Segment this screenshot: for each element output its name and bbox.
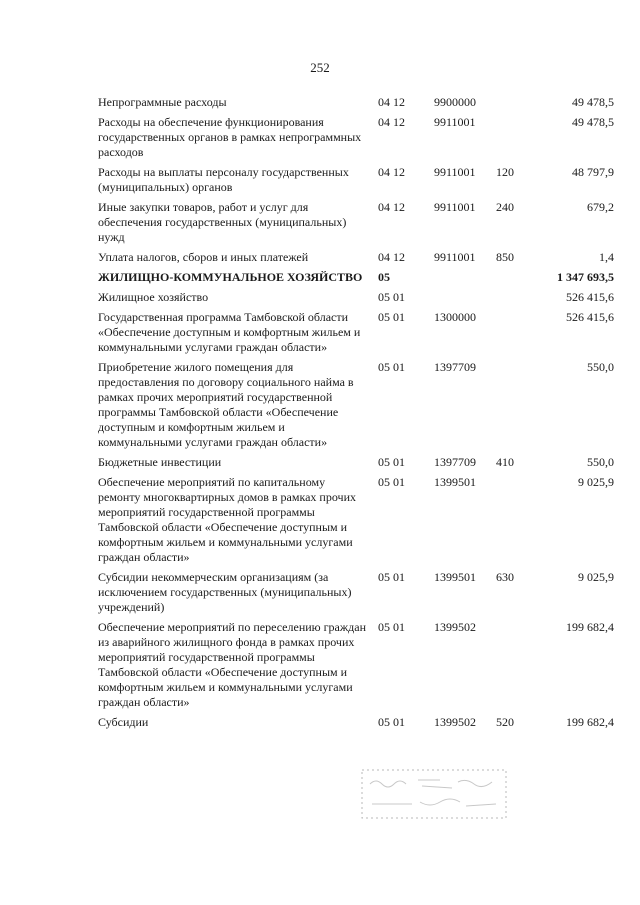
row-section: 05 01 [378, 475, 405, 489]
row-item: 9900000 [434, 95, 476, 109]
row-section: 05 01 [378, 360, 405, 374]
row-section: 04 12 [378, 165, 405, 179]
budget-row [98, 310, 614, 360]
row-item: 1399502 [434, 715, 476, 729]
budget-row [98, 250, 614, 270]
row-sum: 526 415,6 [566, 290, 614, 304]
row-sum: 526 415,6 [566, 310, 614, 324]
budget-table [98, 95, 614, 735]
budget-row [98, 115, 614, 165]
row-section: 04 12 [378, 95, 405, 109]
row-sum: 550,0 [587, 360, 614, 374]
row-section: 04 12 [378, 115, 405, 129]
row-item [434, 290, 496, 310]
row-kind [496, 475, 526, 570]
row-name: Приобретение жилого помещения для предоставления по договору социального найма в рамках прочих мероприятий государственной программы Тамбовской области «Обеспечение доступным и комфортным жильем и коммунальными услугами граждан области» [98, 360, 354, 449]
row-kind: 120 [496, 165, 514, 179]
row-item: 9911001 [434, 200, 476, 214]
row-sum: 1 347 693,5 [557, 270, 614, 284]
row-kind [496, 115, 526, 165]
row-kind [496, 270, 526, 290]
row-sum: 49 478,5 [572, 95, 614, 109]
row-section: 05 01 [378, 620, 405, 634]
row-sum: 550,0 [587, 455, 614, 469]
row-kind: 850 [496, 250, 514, 264]
row-section: 05 01 [378, 570, 405, 584]
row-sum: 48 797,9 [572, 165, 614, 179]
row-name: Непрограммные расходы [98, 95, 227, 109]
budget-row [98, 455, 614, 475]
budget-row [98, 270, 614, 290]
budget-row [98, 620, 614, 715]
budget-row [98, 290, 614, 310]
row-section: 05 01 [378, 715, 405, 729]
row-name: Государственная программа Тамбовской области «Обеспечение доступным и комфортным жильем и коммунальными услугами граждан области» [98, 310, 361, 354]
row-name: Расходы на выплаты персоналу государственных (муниципальных) органов [98, 165, 349, 194]
row-name: Обеспечение мероприятий по капитальному ремонту многоквартирных домов в рамках прочих мероприятий государственной программы Тамбовской области «Обеспечение доступным и комфортным жильем и коммунальными услугами граждан области» [98, 475, 356, 564]
budget-row [98, 360, 614, 455]
row-name: Расходы на обеспечение функционирования государственных органов в рамках непрограммных расходов [98, 115, 362, 159]
row-section: 04 12 [378, 250, 405, 264]
budget-row [98, 570, 614, 620]
row-item: 1399502 [434, 620, 476, 634]
row-sum: 9 025,9 [578, 570, 614, 584]
page-number: 252 [310, 60, 330, 75]
row-name: Уплата налогов, сборов и иных платежей [98, 250, 309, 264]
budget-row [98, 715, 614, 735]
row-item [434, 270, 496, 290]
row-kind [496, 310, 526, 360]
row-section: 04 12 [378, 200, 405, 214]
row-item: 9911001 [434, 165, 476, 179]
row-section: 05 01 [378, 455, 405, 469]
row-section: 05 [378, 270, 390, 284]
row-sum: 49 478,5 [572, 115, 614, 129]
row-name: ЖИЛИЩНО-КОММУНАЛЬНОЕ ХОЗЯЙСТВО [98, 270, 363, 284]
budget-row [98, 200, 614, 250]
row-sum: 199 682,4 [566, 620, 614, 634]
row-section: 05 01 [378, 290, 405, 304]
row-kind: 410 [496, 455, 514, 469]
row-name: Субсидии [98, 715, 149, 729]
row-kind [496, 360, 526, 455]
approval-stamp-image [360, 768, 508, 820]
row-sum: 9 025,9 [578, 475, 614, 489]
row-name: Обеспечение мероприятий по переселению граждан из аварийного жилищного фонда в рамках прочих мероприятий государственной программы Тамбовской области «Обеспечение доступным и комфортным жильем и коммунальными услугами граждан области» [98, 620, 367, 709]
budget-row [98, 165, 614, 200]
row-item: 1399501 [434, 570, 476, 584]
row-kind: 520 [496, 715, 514, 729]
row-kind: 630 [496, 570, 514, 584]
row-item: 1397709 [434, 455, 476, 469]
row-item: 1397709 [434, 360, 476, 374]
row-kind [496, 95, 526, 115]
row-section: 05 01 [378, 310, 405, 324]
row-kind [496, 290, 526, 310]
row-sum: 199 682,4 [566, 715, 614, 729]
row-name: Бюджетные инвестиции [98, 455, 222, 469]
row-sum: 679,2 [587, 200, 614, 214]
budget-row [98, 475, 614, 570]
row-name: Иные закупки товаров, работ и услуг для обеспечения государственных (муниципальных) нужд [98, 200, 347, 244]
row-item: 1300000 [434, 310, 476, 324]
budget-row [98, 95, 614, 115]
row-kind [496, 620, 526, 715]
row-item: 9911001 [434, 250, 476, 264]
row-kind: 240 [496, 200, 514, 214]
row-name: Субсидии некоммерческим организациям (за исключением государственных (муниципальных) учреждений) [98, 570, 352, 614]
row-item: 9911001 [434, 115, 476, 129]
budget-rows [98, 95, 614, 735]
row-name: Жилищное хозяйство [98, 290, 209, 304]
row-sum: 1,4 [599, 250, 614, 264]
row-item: 1399501 [434, 475, 476, 489]
